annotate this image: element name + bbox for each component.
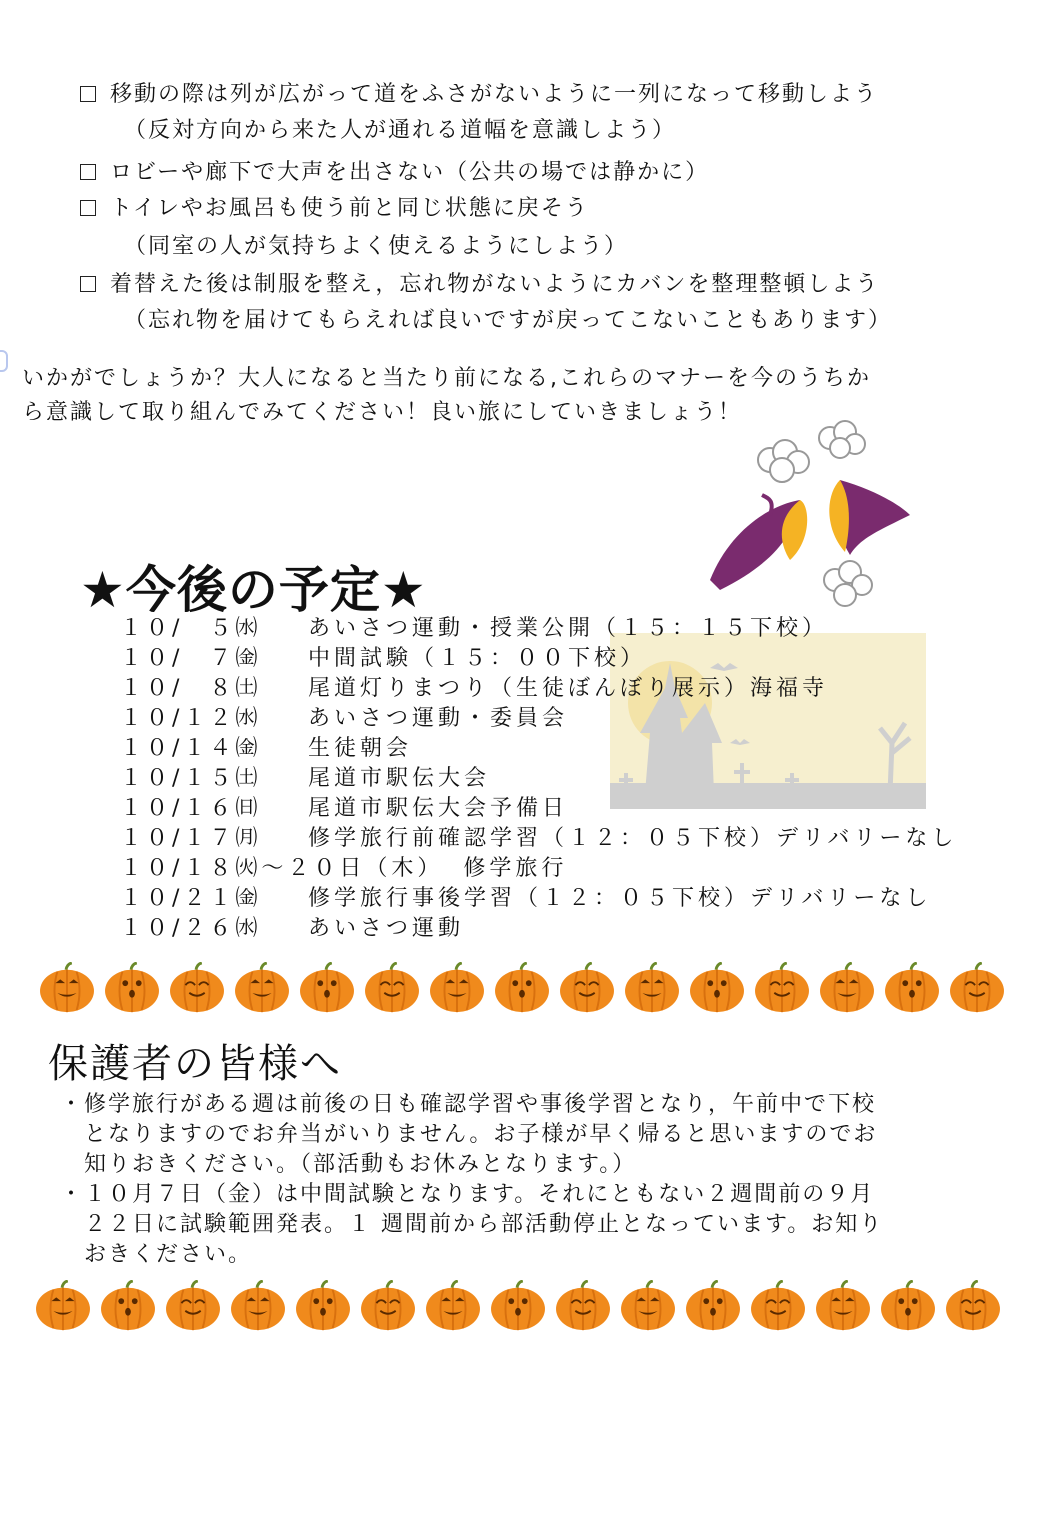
pumpkin-icon bbox=[554, 1280, 612, 1332]
pumpkin-icon bbox=[753, 962, 811, 1014]
pumpkin-icon bbox=[298, 962, 356, 1014]
checkbox-icon[interactable] bbox=[80, 200, 96, 216]
guardians-title: 保護者の皆様へ bbox=[48, 1041, 342, 1087]
pumpkin-icon bbox=[424, 1280, 482, 1332]
checkbox-icon[interactable] bbox=[80, 164, 96, 180]
pumpkin-icon bbox=[623, 962, 681, 1014]
schedule-event: 修学旅行前確認学習（１２：０５下校）デリバリーなし bbox=[308, 826, 958, 851]
pumpkin-icon bbox=[168, 962, 226, 1014]
checkbox-icon[interactable] bbox=[80, 276, 96, 292]
schedule-item bbox=[120, 734, 957, 764]
schedule-item bbox=[120, 644, 957, 674]
manner-text: ロビーや廊下で大声を出さない（公共の場では静かに） bbox=[110, 160, 710, 185]
schedule-event: 尾道灯りまつり（生徒ぼんぼり展示）海福寺 bbox=[308, 676, 829, 701]
pumpkin-icon bbox=[948, 962, 1006, 1014]
schedule-item bbox=[120, 794, 957, 824]
schedule-event: 修学旅行事後学習（１２：０５下校）デリバリーなし bbox=[308, 886, 932, 911]
sweet-potato-left bbox=[710, 495, 807, 590]
schedule-date: １０/２６㈬ bbox=[120, 916, 262, 941]
schedule-item bbox=[120, 824, 957, 854]
pumpkin-icon bbox=[493, 962, 551, 1014]
schedule-event: 中間試験（１５：００下校） bbox=[308, 646, 647, 671]
schedule-date: １０/１７㈪ bbox=[120, 826, 262, 851]
pumpkin-icon bbox=[883, 962, 941, 1014]
closing-line-2: ら意識して取り組んでみてください！良い旅にしていきましょう！ bbox=[22, 400, 743, 425]
schedule-item bbox=[120, 884, 957, 914]
schedule-event: あいさつ運動 bbox=[308, 916, 465, 941]
pumpkin-icon bbox=[619, 1280, 677, 1332]
schedule-date: １０/１８㈫～２０日（木） bbox=[120, 856, 444, 881]
pumpkin-icon bbox=[294, 1280, 352, 1332]
pumpkin-icon bbox=[233, 962, 291, 1014]
pumpkin-icon bbox=[428, 962, 486, 1014]
schedule-date: １０/１４㈮ bbox=[120, 736, 262, 761]
pumpkin-icon bbox=[363, 962, 421, 1014]
manner-text: 移動の際は列が広がって道をふさがないように一列になって移動しよう bbox=[110, 82, 879, 107]
manner-item bbox=[80, 158, 980, 188]
schedule-item bbox=[120, 914, 957, 944]
manner-note: （同室の人が気持ちよく使えるようにしよう） bbox=[124, 234, 629, 259]
closing-line-1: いかがでしょうか？大人になると当たり前になる,これらのマナーを今のうちか bbox=[22, 366, 871, 391]
pumpkin-icon bbox=[749, 1280, 807, 1332]
guardians-bullet bbox=[60, 1090, 883, 1180]
pumpkin-icon bbox=[229, 1280, 287, 1332]
pumpkin-row-top bbox=[38, 962, 1006, 1014]
bullet-line: １０月７日（金）は中間試験となります。それにともない２週間前の９月 bbox=[84, 1182, 875, 1207]
pumpkin-icon bbox=[164, 1280, 222, 1332]
schedule-date: １０/ ７㈮ bbox=[120, 646, 262, 671]
pumpkin-icon bbox=[38, 962, 96, 1014]
schedule-date: １０/１５㈯ bbox=[120, 766, 262, 791]
manner-note: （反対方向から来た人が通れる道幅を意識しよう） bbox=[124, 118, 677, 143]
manner-text: トイレやお風呂も使う前と同じ状態に戻そう bbox=[110, 196, 589, 221]
schedule-date: １０/１２㈬ bbox=[120, 706, 262, 731]
sweet-potato-illustration bbox=[700, 420, 920, 620]
schedule-item bbox=[120, 764, 957, 794]
edge-mark bbox=[0, 350, 8, 372]
schedule-date: １０/ ８㈯ bbox=[120, 676, 262, 701]
schedule-date: １０/ ５㈬ bbox=[120, 616, 262, 641]
bullet-line: 知りおきください。（部活動もお休みとなります。） bbox=[84, 1152, 637, 1177]
checkbox-icon[interactable] bbox=[80, 86, 96, 102]
manners-list bbox=[80, 80, 980, 336]
schedule-event: 尾道市駅伝大会 bbox=[308, 766, 491, 791]
schedule-item bbox=[120, 854, 957, 884]
pumpkin-icon bbox=[818, 962, 876, 1014]
schedule-event: あいさつ運動・授業公開（１５：１５下校） bbox=[308, 616, 829, 641]
schedule-date: １０/１６㈰ bbox=[120, 796, 262, 821]
manner-item bbox=[80, 80, 980, 146]
schedule-event: 生徒朝会 bbox=[308, 736, 413, 761]
pumpkin-icon bbox=[684, 1280, 742, 1332]
bullet-dot-icon: ・ bbox=[60, 1182, 85, 1207]
manner-note: （忘れ物を届けてもらえれば良いですが戻ってこないこともあります） bbox=[124, 308, 893, 333]
schedule-event: 尾道市駅伝大会予備日 bbox=[308, 796, 569, 821]
bullet-line: ２２日に試験範囲発表。１ 週間前から部活動停止となっています。お知り bbox=[84, 1212, 884, 1237]
manner-item bbox=[80, 194, 980, 262]
schedule-list bbox=[120, 614, 957, 944]
bullet-line: となりますのでお弁当がいりません。お子様が早く帰ると思いますのでお bbox=[84, 1122, 878, 1147]
pumpkin-icon bbox=[99, 1280, 157, 1332]
manner-text: 着替えた後は制服を整え，忘れ物がないようにカバンを整理整頓しよう bbox=[110, 272, 880, 297]
pumpkin-icon bbox=[489, 1280, 547, 1332]
schedule-title: ★今後の予定★ bbox=[80, 561, 427, 619]
pumpkin-icon bbox=[34, 1280, 92, 1332]
bullet-dot-icon: ・ bbox=[60, 1092, 85, 1117]
schedule-item bbox=[120, 614, 957, 644]
sweet-potato-right bbox=[829, 480, 910, 555]
schedule-item bbox=[120, 674, 957, 704]
schedule-item bbox=[120, 704, 957, 734]
manner-item bbox=[80, 270, 980, 336]
pumpkin-icon bbox=[103, 962, 161, 1014]
bullet-line: 修学旅行がある週は前後の日も確認学習や事後学習となり，午前中で下校 bbox=[84, 1092, 877, 1117]
pumpkin-row-bottom bbox=[34, 1280, 1002, 1332]
pumpkin-icon bbox=[558, 962, 616, 1014]
schedule-date: １０/２１㈮ bbox=[120, 886, 262, 911]
pumpkin-icon bbox=[879, 1280, 937, 1332]
guardians-bullet bbox=[60, 1180, 883, 1270]
pumpkin-icon bbox=[359, 1280, 417, 1332]
guardians-notes bbox=[60, 1090, 883, 1270]
pumpkin-icon bbox=[944, 1280, 1002, 1332]
schedule-event: あいさつ運動・委員会 bbox=[308, 706, 569, 731]
pumpkin-icon bbox=[688, 962, 746, 1014]
schedule-event: 修学旅行 bbox=[463, 856, 568, 881]
bullet-line: おきください。 bbox=[84, 1242, 253, 1267]
pumpkin-icon bbox=[814, 1280, 872, 1332]
